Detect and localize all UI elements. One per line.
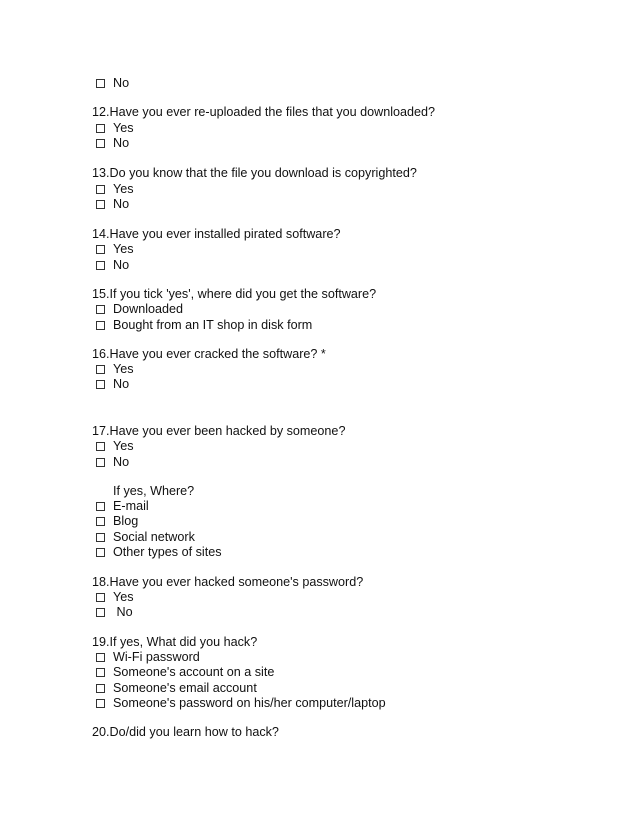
question-18: 18.Have you ever hacked someone's password? [92,575,364,589]
checkbox-box[interactable] [96,79,105,88]
checkbox-box[interactable] [96,139,105,148]
option-label: No [113,76,130,90]
checkbox-option-downloaded[interactable] [96,302,183,317]
option-label: Someone's email account [113,681,257,695]
question-19: 19.If yes, What did you hack? [92,635,258,649]
option-label: Yes [113,182,134,196]
checkbox-box[interactable] [96,458,105,467]
checkbox-option-yes[interactable] [96,242,134,257]
checkbox-box[interactable] [96,124,105,133]
option-label: Bought from an IT shop in disk form [113,318,313,332]
checkbox-option-other-sites[interactable] [96,545,222,560]
checkbox-box[interactable] [96,668,105,677]
checkbox-option-no[interactable] [96,377,129,392]
checkbox-box[interactable] [96,200,105,209]
checkbox-box[interactable] [96,699,105,708]
checkbox-option-no[interactable] [96,197,129,212]
checkbox-option-no[interactable] [96,605,133,620]
option-label: No [113,197,130,211]
checkbox-option-computer-password[interactable] [96,696,386,711]
checkbox-option-yes[interactable] [96,439,134,454]
option-label: Blog [113,514,139,528]
checkbox-option-yes[interactable] [96,362,134,377]
checkbox-option-site-account[interactable] [96,665,274,680]
option-label: Downloaded [113,302,184,316]
checkbox-option-email-account[interactable] [96,681,257,696]
checkbox-box[interactable] [96,533,105,542]
checkbox-option-social-network[interactable] [96,530,195,545]
question-15: 15.If you tick 'yes', where did you get the software? [92,287,377,301]
option-label: No [113,258,130,272]
checkbox-box[interactable] [96,608,105,617]
checkbox-option-bought[interactable] [96,318,312,333]
option-label: Someone's account on a site [113,665,275,679]
checkbox-option-no[interactable] [96,455,129,470]
checkbox-option-yes[interactable] [96,182,134,197]
option-label: Yes [113,121,134,135]
option-label: No [113,455,130,469]
checkbox-option-yes[interactable] [96,121,134,136]
checkbox-option-no[interactable] [96,136,129,151]
checkbox-box[interactable] [96,548,105,557]
question-17: 17.Have you ever been hacked by someone? [92,424,346,438]
option-label: No [113,377,130,391]
option-label: Someone's password on his/her computer/laptop [113,696,386,710]
checkbox-box[interactable] [96,502,105,511]
option-label: Social network [113,530,195,544]
sub-question-if-yes-where: If yes, Where? [113,484,195,498]
option-label: E-mail [113,499,149,513]
option-label: Yes [113,242,134,256]
option-label: Yes [113,439,134,453]
option-label: Other types of sites [113,545,222,559]
checkbox-option-no[interactable] [96,258,129,273]
checkbox-option-blog[interactable] [96,514,138,529]
checkbox-box[interactable] [96,442,105,451]
checkbox-box[interactable] [96,517,105,526]
option-label: Yes [113,590,134,604]
option-label: No [113,136,130,150]
question-13: 13.Do you know that the file you download is copyrighted? [92,166,417,180]
checkbox-box[interactable] [96,653,105,662]
checkbox-box[interactable] [96,261,105,270]
checkbox-box[interactable] [96,365,105,374]
checkbox-box[interactable] [96,380,105,389]
option-label: Wi-Fi password [113,650,200,664]
checkbox-box[interactable] [96,305,105,314]
checkbox-box[interactable] [96,321,105,330]
question-20: 20.Do/did you learn how to hack? [92,725,279,739]
question-16: 16.Have you ever cracked the software? * [92,347,326,361]
checkbox-box[interactable] [96,185,105,194]
option-label: Yes [113,362,134,376]
checkbox-option-email[interactable] [96,499,149,514]
checkbox-option-yes[interactable] [96,590,134,605]
checkbox-box[interactable] [96,684,105,693]
checkbox-option-no[interactable] [96,76,129,91]
checkbox-box[interactable] [96,245,105,254]
question-14: 14.Have you ever installed pirated software? [92,227,341,241]
checkbox-option-wifi-password[interactable] [96,650,200,665]
option-label: No [113,605,133,619]
checkbox-box[interactable] [96,593,105,602]
question-12: 12.Have you ever re-uploaded the files that you downloaded? [92,105,436,119]
